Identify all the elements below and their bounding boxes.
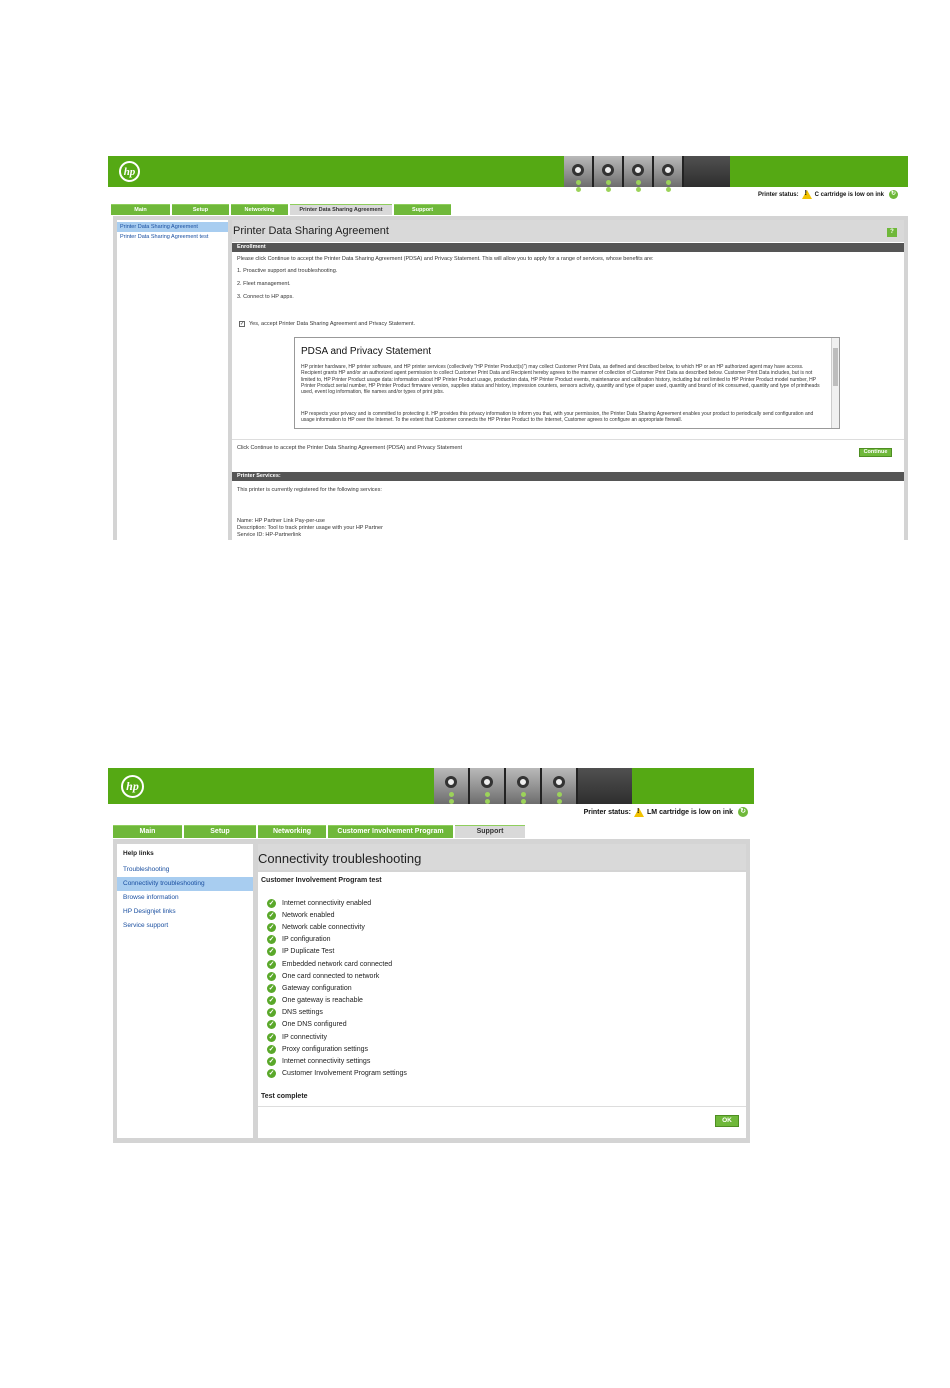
tab-setup[interactable]: Setup [172,204,229,215]
printer-status-text: LM cartridge is low on ink [647,808,733,816]
check-icon: ✓ [268,1070,275,1078]
accept-label: Yes, accept Printer Data Sharing Agreement and Privacy Statement. [249,321,416,327]
check-item: ✓ Gateway configuration [268,984,352,992]
nav-item-connectivity[interactable]: Connectivity troubleshooting [117,877,253,891]
nav-item-service-support[interactable]: Service support [123,922,169,929]
tab-networking[interactable]: Networking [258,825,326,838]
check-icon: ✓ [268,1058,275,1066]
continue-button[interactable]: Continue [859,448,892,457]
services-header: Printer Services: [232,472,904,481]
divider [258,1106,746,1107]
nav-item-designjet-links[interactable]: HP Designjet links [123,908,176,915]
service-id: Service ID: HP-Partnerlink [237,532,302,538]
test-complete-label: Test complete [261,1093,308,1100]
check-icon: ✓ [268,948,275,956]
side-nav [117,220,228,540]
printer-status-text: C cartridge is low on ink [814,191,884,198]
scroll-thumb[interactable] [833,348,838,386]
pdsa-statement-box[interactable] [294,337,840,429]
enrollment-intro: Please click Continue to accept the Printer Data Sharing Agreement (PDSA) and Privacy Statement. This will allow you to apply for a range of services, whose benefits are: [237,256,654,262]
tab-bar [111,204,453,215]
service-description: Description: Tool to track printer usage with your HP Partner [237,525,383,531]
check-item: ✓ Embedded network card connected [268,960,393,968]
nav-item-pdsa[interactable]: Printer Data Sharing Agreement [117,222,228,232]
check-item: ✓ One gateway is reachable [268,997,363,1005]
nav-item-pdsa-test[interactable]: Printer Data Sharing Agreement test [120,234,209,240]
banner-right [636,768,754,804]
tab-networking[interactable]: Networking [231,204,288,215]
check-item: ✓ Network enabled [268,911,335,919]
tab-pdsa[interactable]: Printer Data Sharing Agreement [290,204,392,215]
tab-customer-involvement[interactable]: Customer Involvement Program [328,825,453,838]
tab-bar [113,825,527,838]
pdsa-paragraph: HP printer hardware, HP printer software, and HP printer services (collectively "HP Printer Product(s)") may collect Customer Print Data, as defined and described below, to which HP or an HP authorized agent may have access. Recipient grants HP and/or an authorized agent permission to collect Customer Print Data and Recipient hereby agrees to the manner of collection of Customer Print Data as described below. Customer Print Data includes, but is not limited to, HP Printer Product usage data: information about HP Printer Product usage, production data, HP Printer Product events, maintenance and calibration history, including but not limited to HP Printer Product model number, HP Printer Product serial number, HP Printer Product firmware version, supplies status and history, impression counters, sensors activity, quantity and type of paper used, quantity and brand of ink consumed, quantity and type of printheads used, event log information, file names and/or types of print jobs. [301,364,820,396]
page-title: Printer Data Sharing Agreement [232,220,904,242]
hp-logo: hp [119,161,140,182]
pdsa-title: PDSA and Privacy Statement [301,346,432,357]
check-item: ✓ Internet connectivity settings [268,1058,371,1066]
check-item: ✓ One card connected to network [268,972,380,980]
connectivity-screenshot [108,768,754,1146]
printer-status [758,190,898,199]
printheads-image [564,156,730,187]
nav-item-browse[interactable]: Browse information [123,894,179,901]
check-icon: ✓ [268,1045,275,1053]
page-title: Connectivity troubleshooting [258,844,746,870]
nav-header: Help links [123,850,154,857]
printer-status-label: Printer status: [757,191,799,198]
ok-button[interactable]: OK [715,1115,739,1127]
test-title: Customer Involvement Program test [261,877,382,884]
tab-setup[interactable]: Setup [184,825,256,838]
check-item: ✓ IP connectivity [268,1033,328,1041]
check-icon: ✓ [268,1021,275,1029]
benefit-item: 2. Fleet management. [237,281,291,287]
accept-checkbox[interactable]: ✓ [240,321,245,327]
content-area [232,220,904,540]
warning-icon [634,808,644,817]
check-icon: ✓ [268,923,275,931]
services-intro: This printer is currently registered for the following services: [237,487,382,493]
divider [232,439,904,440]
pdsa-scrollbar[interactable] [831,338,839,428]
check-icon: ✓ [268,960,275,968]
tab-main[interactable]: Main [111,204,170,215]
pdsa-screenshot [108,156,908,540]
check-icon: ✓ [268,984,275,992]
printer-status [584,807,748,817]
benefit-item: 3. Connect to HP apps. [237,294,294,300]
content-area [258,872,746,1138]
check-item: ✓ IP configuration [268,936,331,944]
continue-note: Click Continue to accept the Printer Data Sharing Agreement (PDSA) and Privacy Statement [237,445,462,451]
refresh-icon[interactable]: ↻ [890,191,897,197]
check-item: ✓ Internet connectivity enabled [268,899,372,907]
check-list [267,897,407,1080]
check-icon: ✓ [268,899,275,907]
check-icon: ✓ [268,936,275,944]
check-item: ✓ IP Duplicate Test [268,948,335,956]
check-item: ✓ One DNS configured [268,1021,347,1029]
check-icon: ✓ [268,911,275,919]
refresh-icon[interactable]: ↻ [738,807,748,817]
benefit-item: 1. Proactive support and troubleshooting. [237,268,338,274]
service-name: Name: HP Partner Link Pay-per-use [237,518,325,524]
check-icon: ✓ [268,1033,275,1041]
tab-support[interactable]: Support [394,204,451,215]
nav-item-troubleshooting[interactable]: Troubleshooting [123,866,170,873]
check-icon: ✓ [268,997,275,1005]
check-icon: ✓ [268,972,275,980]
tab-support[interactable]: Support [455,825,525,838]
check-item: ✓ Proxy configuration settings [268,1045,368,1053]
check-item: ✓ Network cable connectivity [268,923,365,931]
header-banner [108,156,908,187]
printheads-image [434,768,632,804]
side-nav [117,844,253,1138]
hp-logo: hp [121,775,144,798]
warning-icon [802,190,812,199]
help-icon[interactable]: ? [887,228,897,237]
tab-main[interactable]: Main [113,825,182,838]
check-item: ✓ DNS settings [268,1009,323,1017]
printer-status-label: Printer status: [583,808,632,816]
enrollment-header: Enrollment [232,243,904,252]
check-item: ✓ Customer Involvement Program settings [268,1070,407,1078]
pdsa-paragraph: HP respects your privacy and is committed to protecting it. HP provides this privacy information to inform you that, with your permission, the Printer Data Sharing Agreement enables your product to periodically send configuration and usage information to HP over the Internet. To the extent that Customer connects the HP Printer Product to the Internet, Customer agrees to configure an appropriate firewall. [301,411,814,424]
check-icon: ✓ [268,1009,275,1017]
